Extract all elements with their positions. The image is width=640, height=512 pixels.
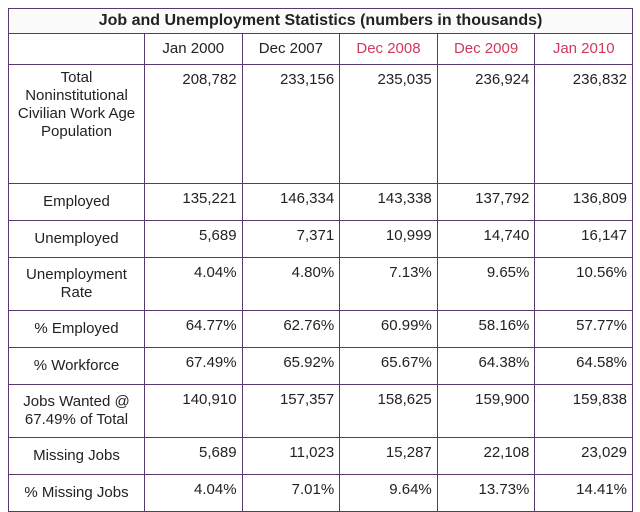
table-row xyxy=(9,438,633,475)
table-cell: 235,035 xyxy=(340,65,438,184)
row-label: Unemployed xyxy=(9,221,145,258)
col-header-dec-2009: Dec 2009 xyxy=(437,34,535,65)
table-cell: 10,999 xyxy=(340,221,438,258)
table-cell: 5,689 xyxy=(145,221,243,258)
table-cell: 58.16% xyxy=(437,311,535,348)
col-header-dec-2007: Dec 2007 xyxy=(242,34,340,65)
table-cell: 136,809 xyxy=(535,184,633,221)
row-label: % Workforce xyxy=(9,348,145,385)
table-cell: 7.13% xyxy=(340,258,438,311)
row-label: Unemployment Rate xyxy=(9,258,145,311)
table-row xyxy=(9,258,633,311)
table-cell: 7,371 xyxy=(242,221,340,258)
table-cell: 60.99% xyxy=(340,311,438,348)
table-cell: 64.38% xyxy=(437,348,535,385)
table-cell: 13.73% xyxy=(437,475,535,512)
table-row xyxy=(9,184,633,221)
table-cell: 143,338 xyxy=(340,184,438,221)
table-cell: 64.58% xyxy=(535,348,633,385)
table-cell: 140,910 xyxy=(145,385,243,438)
table-cell: 65.67% xyxy=(340,348,438,385)
table-title: Job and Unemployment Statistics (numbers in thousands) xyxy=(9,9,633,34)
table-cell: 236,832 xyxy=(535,65,633,184)
table-cell: 4.04% xyxy=(145,475,243,512)
col-header-jan-2000: Jan 2000 xyxy=(145,34,243,65)
row-label: Total Noninstitutional Civilian Work Age Population xyxy=(9,65,145,184)
table-cell: 233,156 xyxy=(242,65,340,184)
table-cell: 135,221 xyxy=(145,184,243,221)
table-cell: 159,838 xyxy=(535,385,633,438)
stats-table-container xyxy=(8,8,632,512)
table-cell: 62.76% xyxy=(242,311,340,348)
table-cell: 11,023 xyxy=(242,438,340,475)
table-cell: 4.80% xyxy=(242,258,340,311)
row-label: Jobs Wanted @ 67.49% of Total xyxy=(9,385,145,438)
table-cell: 57.77% xyxy=(535,311,633,348)
table-row xyxy=(9,221,633,258)
table-cell: 15,287 xyxy=(340,438,438,475)
table-cell: 9.64% xyxy=(340,475,438,512)
title-row xyxy=(9,9,633,34)
table-row xyxy=(9,475,633,512)
table-cell: 208,782 xyxy=(145,65,243,184)
job-statistics-table xyxy=(8,8,633,512)
table-cell: 64.77% xyxy=(145,311,243,348)
table-cell: 158,625 xyxy=(340,385,438,438)
table-cell: 4.04% xyxy=(145,258,243,311)
table-cell: 10.56% xyxy=(535,258,633,311)
table-cell: 14.41% xyxy=(535,475,633,512)
col-header-jan-2010: Jan 2010 xyxy=(535,34,633,65)
table-cell: 16,147 xyxy=(535,221,633,258)
table-cell: 7.01% xyxy=(242,475,340,512)
table-cell: 23,029 xyxy=(535,438,633,475)
table-cell: 65.92% xyxy=(242,348,340,385)
table-row xyxy=(9,385,633,438)
table-row xyxy=(9,65,633,184)
row-label: % Missing Jobs xyxy=(9,475,145,512)
table-cell: 146,334 xyxy=(242,184,340,221)
table-cell: 22,108 xyxy=(437,438,535,475)
table-cell: 9.65% xyxy=(437,258,535,311)
table-cell: 137,792 xyxy=(437,184,535,221)
col-header-dec-2008: Dec 2008 xyxy=(340,34,438,65)
table-cell: 157,357 xyxy=(242,385,340,438)
table-cell: 67.49% xyxy=(145,348,243,385)
row-label: Missing Jobs xyxy=(9,438,145,475)
row-label: % Employed xyxy=(9,311,145,348)
table-cell: 14,740 xyxy=(437,221,535,258)
header-corner xyxy=(9,34,145,65)
table-cell: 5,689 xyxy=(145,438,243,475)
row-label: Employed xyxy=(9,184,145,221)
table-row xyxy=(9,348,633,385)
table-cell: 236,924 xyxy=(437,65,535,184)
table-cell: 159,900 xyxy=(437,385,535,438)
header-row xyxy=(9,34,633,65)
table-row xyxy=(9,311,633,348)
